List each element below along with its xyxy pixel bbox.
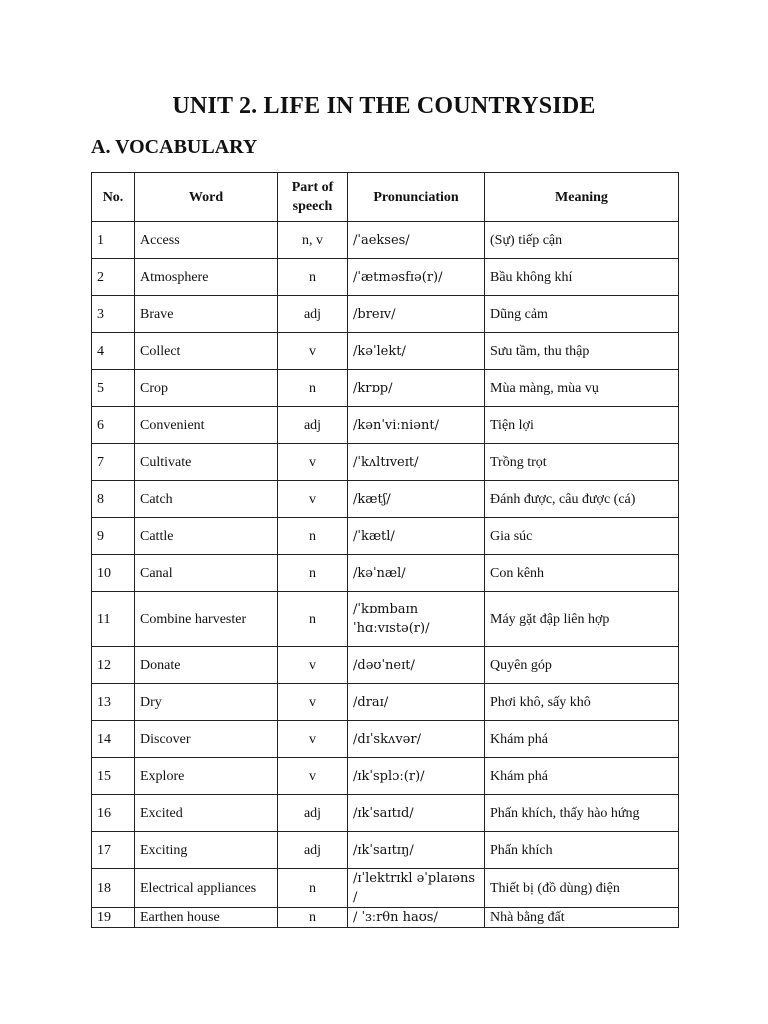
cell-no: 2 — [92, 259, 135, 296]
cell-pronunciation: /ɪkˈsplɔː(r)/ — [348, 758, 485, 795]
cell-meaning: Bầu không khí — [485, 259, 679, 296]
cell-word: Canal — [135, 555, 278, 592]
cell-part-of-speech: n — [278, 555, 348, 592]
cell-meaning: Đánh được, câu được (cá) — [485, 481, 679, 518]
table-row — [92, 222, 679, 259]
cell-part-of-speech: v — [278, 444, 348, 481]
cell-meaning: Mùa màng, mùa vụ — [485, 370, 679, 407]
cell-part-of-speech: n, v — [278, 222, 348, 259]
table-row — [92, 832, 679, 869]
cell-word: Crop — [135, 370, 278, 407]
table-row — [92, 647, 679, 684]
cell-no: 3 — [92, 296, 135, 333]
cell-pronunciation: /ˈætməsfɪə(r)/ — [348, 259, 485, 296]
cell-word: Discover — [135, 721, 278, 758]
cell-word: Combine harvester — [135, 592, 278, 647]
table-row — [92, 333, 679, 370]
table-row — [92, 795, 679, 832]
table-header-row — [92, 173, 679, 222]
cell-meaning: Máy gặt đập liên hợp — [485, 592, 679, 647]
cell-pronunciation: /kənˈviːniənt/ — [348, 407, 485, 444]
cell-part-of-speech: v — [278, 684, 348, 721]
cell-part-of-speech: adj — [278, 296, 348, 333]
cell-meaning: Dũng cảm — [485, 296, 679, 333]
cell-word: Dry — [135, 684, 278, 721]
cell-word: Earthen house — [135, 908, 278, 928]
cell-part-of-speech: v — [278, 333, 348, 370]
cell-part-of-speech: n — [278, 592, 348, 647]
cell-pronunciation: /krɒp/ — [348, 370, 485, 407]
cell-no: 8 — [92, 481, 135, 518]
cell-no: 19 — [92, 908, 135, 928]
vocabulary-table — [91, 172, 679, 928]
cell-no: 17 — [92, 832, 135, 869]
cell-pronunciation: /kætʃ/ — [348, 481, 485, 518]
cell-word: Donate — [135, 647, 278, 684]
table-row — [92, 721, 679, 758]
cell-word: Catch — [135, 481, 278, 518]
cell-part-of-speech: v — [278, 758, 348, 795]
table-row — [92, 908, 679, 928]
table-row — [92, 869, 679, 908]
cell-meaning: Khám phá — [485, 758, 679, 795]
cell-word: Explore — [135, 758, 278, 795]
cell-part-of-speech: adj — [278, 795, 348, 832]
cell-no: 4 — [92, 333, 135, 370]
table-row — [92, 758, 679, 795]
cell-meaning: Thiết bị (đồ dùng) điện — [485, 869, 679, 908]
cell-meaning: Phấn khích, thấy hào hứng — [485, 795, 679, 832]
cell-no: 10 — [92, 555, 135, 592]
header-pronunciation: Pronunciation — [348, 173, 485, 222]
table-row — [92, 407, 679, 444]
header-word: Word — [135, 173, 278, 222]
cell-word: Excited — [135, 795, 278, 832]
cell-part-of-speech: adj — [278, 407, 348, 444]
cell-part-of-speech: v — [278, 481, 348, 518]
cell-meaning: Phơi khô, sấy khô — [485, 684, 679, 721]
cell-pronunciation: /kəˈnæl/ — [348, 555, 485, 592]
cell-part-of-speech: n — [278, 908, 348, 928]
cell-pronunciation: /dəʊˈneɪt/ — [348, 647, 485, 684]
cell-pronunciation: /ɪkˈsaɪtɪd/ — [348, 795, 485, 832]
cell-pronunciation: /ˈkɒmbaɪn ˈhɑːvɪstə(r)/ — [348, 592, 485, 647]
cell-pronunciation: /kəˈlekt/ — [348, 333, 485, 370]
table-row — [92, 555, 679, 592]
cell-pronunciation: /ˈaekses/ — [348, 222, 485, 259]
cell-no: 13 — [92, 684, 135, 721]
table-row — [92, 444, 679, 481]
cell-meaning: Quyên góp — [485, 647, 679, 684]
cell-meaning: Nhà bằng đất — [485, 908, 679, 928]
cell-meaning: Sưu tầm, thu thập — [485, 333, 679, 370]
cell-word: Brave — [135, 296, 278, 333]
cell-pronunciation: /dɪˈskʌvər/ — [348, 721, 485, 758]
cell-part-of-speech: v — [278, 721, 348, 758]
cell-word: Access — [135, 222, 278, 259]
cell-word: Cultivate — [135, 444, 278, 481]
cell-pronunciation: /draɪ/ — [348, 684, 485, 721]
cell-part-of-speech: adj — [278, 832, 348, 869]
table-row — [92, 370, 679, 407]
cell-meaning: Gia súc — [485, 518, 679, 555]
cell-no: 11 — [92, 592, 135, 647]
table-row — [92, 684, 679, 721]
cell-word: Electrical appliances — [135, 869, 278, 908]
header-part-of-speech: Part of speech — [278, 173, 348, 222]
cell-no: 7 — [92, 444, 135, 481]
cell-part-of-speech: v — [278, 647, 348, 684]
table-row — [92, 259, 679, 296]
header-meaning: Meaning — [485, 173, 679, 222]
cell-no: 12 — [92, 647, 135, 684]
table-row — [92, 296, 679, 333]
cell-no: 18 — [92, 869, 135, 908]
cell-pronunciation: /ˈkætl/ — [348, 518, 485, 555]
cell-meaning: Trồng trọt — [485, 444, 679, 481]
cell-word: Cattle — [135, 518, 278, 555]
section-heading: A. VOCABULARY — [91, 136, 258, 158]
table-row — [92, 592, 679, 647]
cell-meaning: Tiện lợi — [485, 407, 679, 444]
cell-meaning: Khám phá — [485, 721, 679, 758]
cell-meaning: Phấn khích — [485, 832, 679, 869]
cell-no: 6 — [92, 407, 135, 444]
cell-pronunciation: / ˈɜːrθn haʊs/ — [348, 908, 485, 928]
header-no: No. — [92, 173, 135, 222]
cell-meaning: Con kênh — [485, 555, 679, 592]
cell-pronunciation: /breɪv/ — [348, 296, 485, 333]
cell-part-of-speech: n — [278, 518, 348, 555]
cell-no: 14 — [92, 721, 135, 758]
cell-part-of-speech: n — [278, 370, 348, 407]
cell-word: Atmosphere — [135, 259, 278, 296]
table-row — [92, 481, 679, 518]
cell-part-of-speech: n — [278, 259, 348, 296]
cell-no: 5 — [92, 370, 135, 407]
cell-pronunciation: /ˈkʌltɪveɪt/ — [348, 444, 485, 481]
cell-word: Convenient — [135, 407, 278, 444]
cell-no: 16 — [92, 795, 135, 832]
cell-no: 15 — [92, 758, 135, 795]
cell-pronunciation: /ɪkˈsaɪtɪŋ/ — [348, 832, 485, 869]
cell-no: 1 — [92, 222, 135, 259]
cell-word: Exciting — [135, 832, 278, 869]
cell-part-of-speech: n — [278, 869, 348, 908]
table-row — [92, 518, 679, 555]
cell-word: Collect — [135, 333, 278, 370]
cell-no: 9 — [92, 518, 135, 555]
cell-pronunciation: /ɪˈlektrɪkl əˈplaɪəns / — [348, 869, 485, 908]
cell-meaning: (Sự) tiếp cận — [485, 222, 679, 259]
page-title: UNIT 2. LIFE IN THE COUNTRYSIDE — [172, 93, 596, 119]
